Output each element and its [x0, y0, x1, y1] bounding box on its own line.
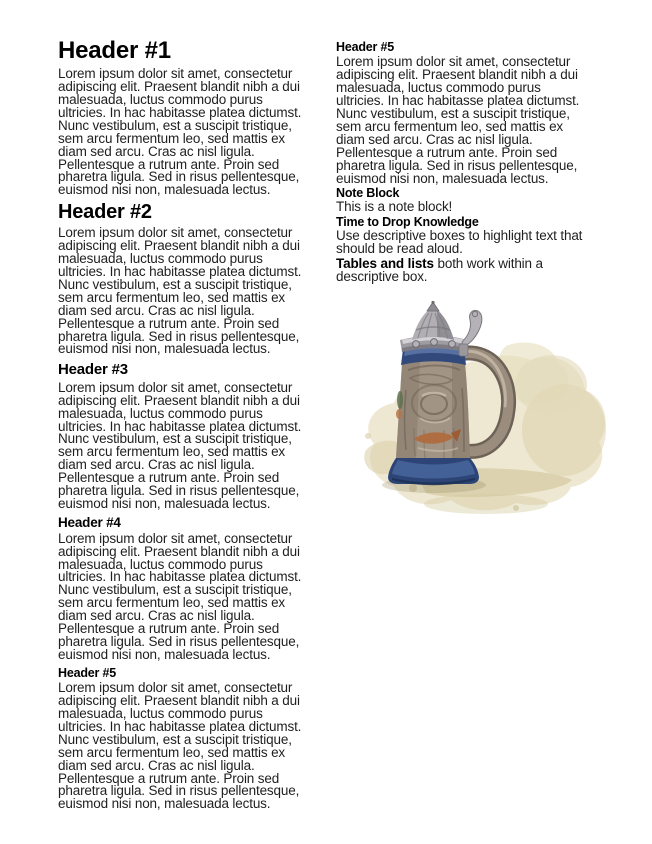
- knowledge-block-title: Time to Drop Knowledge: [336, 215, 479, 230]
- tables-and-lists-rest: both work within a descriptive box.: [336, 256, 543, 285]
- right-section-paragraph: Lorem ipsum dolor sit amet, consectetur adipiscing elit. Praesent blandit nibh a dui malesuada, luctus commodo purus ultricies. In hac habitasse platea dictumst. Nunc vestibulum, est a suscipit tristique, sem arcu fermentum leo, sed mattis ex diam sed arcu. Cras ac nisl ligula. Pellentesque a rutrum ante. Proin sed pharetra ligula. Sed in risus pellentesque, euismod nisi non, malesuada lectus.: [336, 54, 580, 186]
- section-1-paragraph: Lorem ipsum dolor sit amet, consectetur adipiscing elit. Praesent blandit nibh a dui malesuada, luctus commodo purus ultricies. In hac habitasse platea dictumst. Nunc vestibulum, est a suscipit tristique, sem arcu fermentum leo, sed mattis ex diam sed arcu. Cras ac nisl ligula. Pellentesque a rutrum ante. Proin sed pharetra ligula. Sed in risus pellentesque, euismod nisi non, malesuada lectus.: [58, 66, 302, 198]
- stein-base: [388, 458, 479, 485]
- section-5-paragraph: Lorem ipsum dolor sit amet, consectetur adipiscing elit. Praesent blandit nibh a dui malesuada, luctus commodo purus ultricies. In hac habitasse platea dictumst. Nunc vestibulum, est a suscipit tristique, sem arcu fermentum leo, sed mattis ex diam sed arcu. Cras ac nisl ligula. Pellentesque a rutrum ante. Proin sed pharetra ligula. Sed in risus pellentesque, euismod nisi non, malesuada lectus.: [58, 680, 302, 812]
- section-1-heading: Header #1: [58, 37, 171, 64]
- tables-and-lists-line: [336, 258, 587, 284]
- stein-body: [396, 359, 470, 464]
- section-3-heading: Header #3: [58, 361, 128, 379]
- section-2-heading: Header #2: [58, 201, 152, 224]
- note-block-title: Note Block: [336, 186, 400, 201]
- left-column: [58, 38, 309, 844]
- beer-stein-svg: [356, 300, 626, 515]
- beer-stein-illustration: [356, 300, 626, 515]
- section-4-heading: Header #4: [58, 514, 121, 530]
- section-2-paragraph: Lorem ipsum dolor sit amet, consectetur adipiscing elit. Praesent blandit nibh a dui malesuada, luctus commodo purus ultricies. In hac habitasse platea dictumst. Nunc vestibulum, est a suscipit tristique, sem arcu fermentum leo, sed mattis ex diam sed arcu. Cras ac nisl ligula. Pellentesque a rutrum ante. Proin sed pharetra ligula. Sed in risus pellentesque, euismod nisi non, malesuada lectus.: [58, 225, 302, 357]
- stein-lid: [400, 301, 468, 352]
- right-column: [336, 38, 587, 844]
- right-section-heading: Header #5: [336, 40, 394, 54]
- tables-and-lists-bold: Tables and lists: [336, 256, 434, 272]
- section-3-paragraph: Lorem ipsum dolor sit amet, consectetur adipiscing elit. Praesent blandit nibh a dui malesuada, luctus commodo purus ultricies. In hac habitasse platea dictumst. Nunc vestibulum, est a suscipit tristique, sem arcu fermentum leo, sed mattis ex diam sed arcu. Cras ac nisl ligula. Pellentesque a rutrum ante. Proin sed pharetra ligula. Sed in risus pellentesque, euismod nisi non, malesuada lectus.: [58, 379, 302, 511]
- section-4-paragraph: Lorem ipsum dolor sit amet, consectetur adipiscing elit. Praesent blandit nibh a dui malesuada, luctus commodo purus ultricies. In hac habitasse platea dictumst. Nunc vestibulum, est a suscipit tristique, sem arcu fermentum leo, sed mattis ex diam sed arcu. Cras ac nisl ligula. Pellentesque a rutrum ante. Proin sed pharetra ligula. Sed in risus pellentesque, euismod nisi non, malesuada lectus.: [58, 530, 302, 662]
- section-5-heading: Header #5: [58, 665, 116, 680]
- knowledge-block-text: Use descriptive boxes to highlight text that should be read aloud.: [336, 228, 583, 257]
- note-block-text: This is a note block!: [336, 199, 453, 215]
